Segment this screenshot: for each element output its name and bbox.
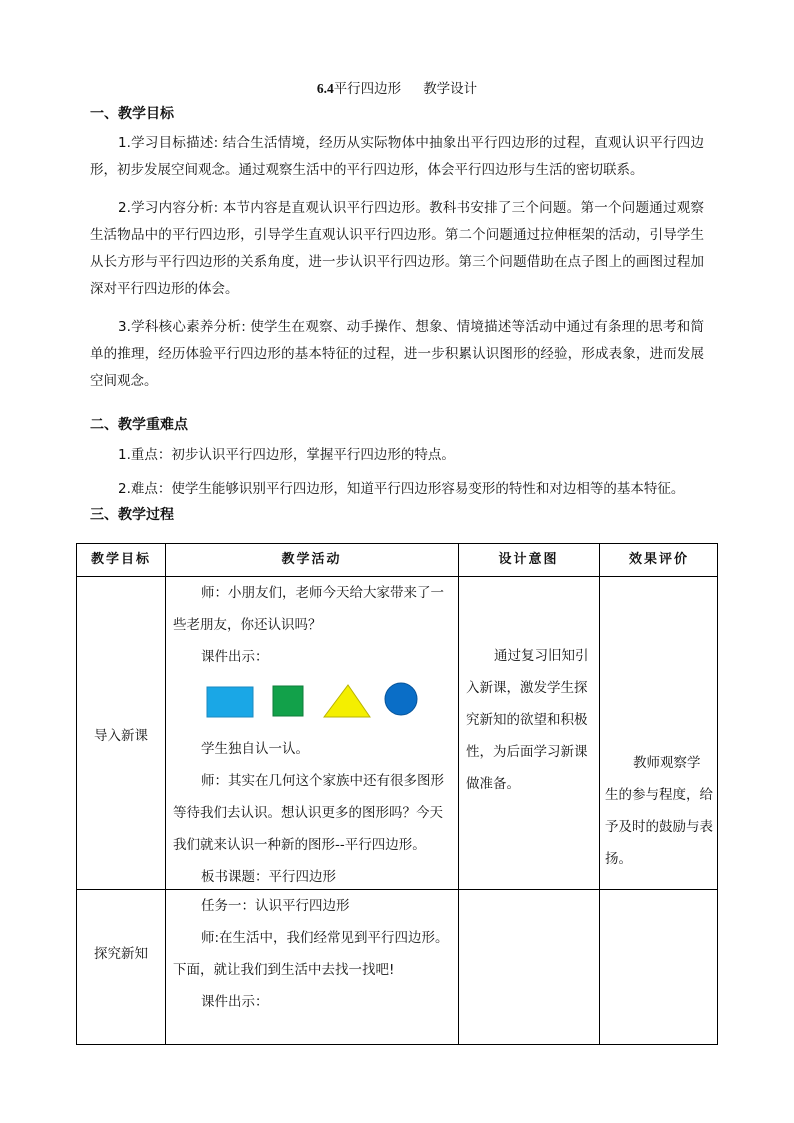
row2-activity-line3: 课件出示： bbox=[201, 994, 269, 1010]
row1-activity-line2: 课件出示： bbox=[201, 649, 269, 665]
row1-activity-line1: 师：小朋友们，老师今天给大家带来了一些老朋友，你还认识吗？ bbox=[173, 585, 444, 633]
row2-activity-line2: 师:在生活中，我们经常见到平行四边形。下面，就让我们到生活中去找一找吧! bbox=[173, 930, 449, 978]
section-heading-process: 三、教学过程 bbox=[90, 507, 174, 523]
row-label-explore: 探究新知 bbox=[94, 946, 148, 962]
square-shape bbox=[273, 686, 303, 716]
row1-evaluation bbox=[605, 747, 713, 875]
row1-evaluation-text: 教师观察学生的参与程度，给予及时的鼓励与表扬。 bbox=[605, 755, 713, 867]
circle-svg bbox=[384, 682, 424, 722]
header-intent: 设计意图 bbox=[498, 552, 559, 567]
goal-paragraph-3: 3.学科核心素养分析: 使学生在观察、动手操作、想象、情境描述等活动中通过有条理的思考和简单的推理，经历体验平行四边形的基本特征的过程，进一步积累认识图形的经验，形成表象，进而发展空间观念。 bbox=[90, 319, 704, 389]
row-label-intro: 导入新课 bbox=[94, 728, 148, 744]
keypoint-paragraph-2: 2.难点：使学生能够识别平行四边形，知道平行四边形容易变形的特性和对边相等的基本特征。 bbox=[118, 481, 685, 497]
row1-intent bbox=[466, 640, 593, 800]
row1-intent-text: 通过复习旧知引入新课，激发学生探究新知的欲望和积极性，为后面学习新课做准备。 bbox=[466, 648, 589, 792]
row2-activity-line1: 任务一：认识平行四边形 bbox=[201, 898, 350, 914]
goal-paragraph-2: 2.学习内容分析: 本节内容是直观认识平行四边形。教科书安排了三个问题。第一个问题通过观察生活物品中的平行四边形，引导学生直观认识平行四边形。第二个问题通过拉伸框架的活动，引导学生从长方形与平行四边形的关系角度，进一步认识平行四边形。第三个问题借助在点子图上的画图过程加深对平行四边形的体会。 bbox=[90, 200, 704, 297]
row1-activity-line3: 学生独自认一认。 bbox=[201, 741, 309, 757]
shapes-svg bbox=[173, 673, 403, 733]
keypoint-paragraph-1: 1.重点：初步认识平行四边形，掌握平行四边形的特点。 bbox=[118, 447, 455, 463]
title-number: 6.4 bbox=[316, 81, 334, 96]
document-title bbox=[0, 77, 794, 97]
shapes-illustration bbox=[173, 673, 452, 733]
row2-activity bbox=[173, 890, 452, 1018]
rectangle-shape bbox=[207, 687, 253, 717]
process-table bbox=[76, 543, 718, 1045]
header-goal: 教学目标 bbox=[90, 552, 151, 567]
header-evaluation: 效果评价 bbox=[628, 552, 689, 567]
goal-paragraph-1: 1.学习目标描述: 结合生活情境，经历从实际物体中抽象出平行四边形的过程，直观认识平行四边形，初步发展空间观念。通过观察生活中的平行四边形，体会平行四边形与生活的密切联系。 bbox=[90, 135, 704, 178]
row1-activity bbox=[173, 577, 452, 893]
triangle-shape bbox=[324, 685, 370, 717]
row1-activity-line5: 板书课题：平行四边形 bbox=[201, 869, 336, 885]
circle-icon bbox=[385, 683, 417, 715]
title-name: 平行四边形 bbox=[333, 81, 402, 97]
header-activity: 教学活动 bbox=[281, 552, 342, 567]
title-suffix: 教学设计 bbox=[423, 81, 478, 97]
section-heading-goals: 一、教学目标 bbox=[90, 106, 174, 122]
row1-activity-line4: 师：其实在几何这个家族中还有很多图形等待我们去认识。想认识更多的图形吗？今天我们就来认识一种新的图形--平行四边形。 bbox=[173, 773, 444, 853]
section-heading-keypoints: 二、教学重难点 bbox=[90, 417, 188, 433]
